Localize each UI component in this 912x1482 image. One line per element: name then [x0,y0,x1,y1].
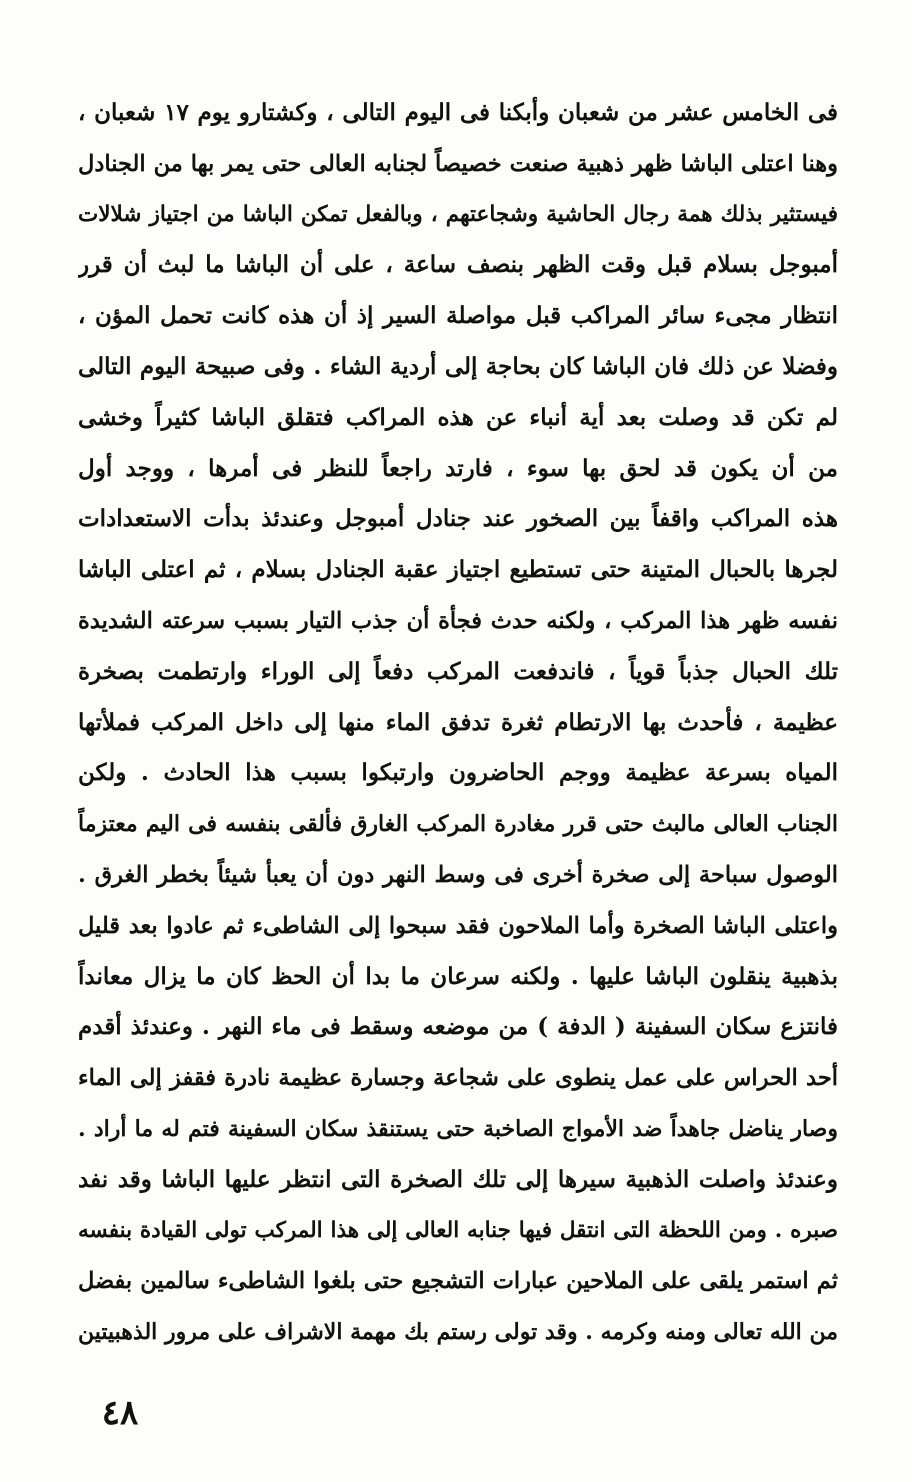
body-text [78,88,838,1358]
text-line: انتظار مجىء سائر المراكب قبل مواصلة السير إذ أن هذه كانت تحمل المؤن ، [78,302,838,330]
text-line: واعتلى الباشا الصخرة وأما الملاحون فقد سبحوا إلى الشاطىء ثم عادوا بعد قليل [78,912,838,939]
text-line: من أن يكون قد لحق بها سوء ، فارتد راجعاً للنظر فى أمرها ، ووجد أول [78,454,838,482]
text-line: وعندئذ واصلت الذهبية سيرها إلى تلك الصخرة التى انتظر عليها الباشا وقد نفد [78,1165,838,1193]
page-number: ٤٨ [101,1393,139,1433]
text-line: عظيمة ، فأحدث بها الارتطام ثغرة تدفق الماء منها إلى داخل المركب فملأتها [78,708,838,736]
text-line: ثم استمر يلقى على الملاحين عبارات التشجيع حتى بلغوا الشاطىء سالمين بفضل [78,1268,838,1295]
text-line: وصار يناضل جاهداً ضد الأمواج الصاخبة حتى يستنقذ سكان السفينة فتم له ما أراد . [78,1115,838,1142]
text-line: الوصول سباحة إلى صخرة أخرى فى وسط النهر دون أن يعبأ شيئاً بخطر الغرق . [78,861,838,888]
text-line: هذه المراكب واقفاً بين الصخور عند جنادل أمبوجل وعندئذ بدأت الاستعدادات [78,505,838,533]
text-line: وهنا اعتلى الباشا ظهر ذهبية صنعت خصيصاً لجنابه العالى حتى يمر بها من الجنادل [78,150,838,177]
text-line: من الله تعالى ومنه وكرمه . وقد تولى رستم بك مهمة الاشراف على مرور الذهبيتين [78,1319,838,1346]
text-line: صبره . ومن اللحظة التى انتقل فيها جنابه العالى إلى هذا المركب تولى القيادة بنفسه [78,1217,838,1243]
text-line: لجرها بالحبال المتينة حتى تستطيع اجتياز عقبة الجنادل بسلام ، ثم اعتلى الباشا [78,556,838,584]
text-line: تلك الحبال جذباً قوياً ، فاندفعت المركب دفعاً إلى الوراء وارتطمت بصخرة [78,657,838,685]
text-line: فيستثير بذلك همة رجال الحاشية وشجاعتهم ، وبالفعل تمكن الباشا من اجتياز شلالات [78,201,838,227]
text-line: وفضلا عن ذلك فان الباشا كان بحاجة إلى أردية الشاء . وفى صبيحة اليوم التالى [78,352,838,380]
text-line: نفسه ظهر هذا المركب ، ولكنه حدث فجأة أن جذب التيار بسبب سرعته الشديدة [78,607,838,634]
text-line: الجناب العالى مالبث حتى قرر مغادرة المركب الغارق فألقى بنفسه فى اليم معتزماً [78,811,838,838]
text-line: فى الخامس عشر من شعبان وأبكنا فى اليوم التالى ، وكشتارو يوم ١٧ شعبان ، [78,99,838,126]
text-line: أحد الحراس على عمل ينطوى على شجاعة وجسارة عظيمة نادرة فقفز إلى الماء [78,1065,838,1092]
text-line: أمبوجل بسلام قبل وقت الظهر بنصف ساعة ، على أن الباشا ما لبث أن قرر [78,251,838,279]
text-line: بذهبية ينقلون الباشا عليها . ولكنه سرعان ما بدا أن الحظ كان ما يزال معانداً [78,962,838,990]
text-line: لم تكن قد وصلت بعد أية أنباء عن هذه المراكب فتقلق الباشا كثيراً وخشى [78,403,838,431]
text-line: فانتزع سكان السفينة ( الدفة ) من موضعه وسقط فى ماء النهر . وعندئذ أقدم [78,1013,838,1041]
text-line: المياه بسرعة عظيمة ووجم الحاضرون وارتبكوا بسبب هذا الحادث . ولكن [78,759,838,787]
